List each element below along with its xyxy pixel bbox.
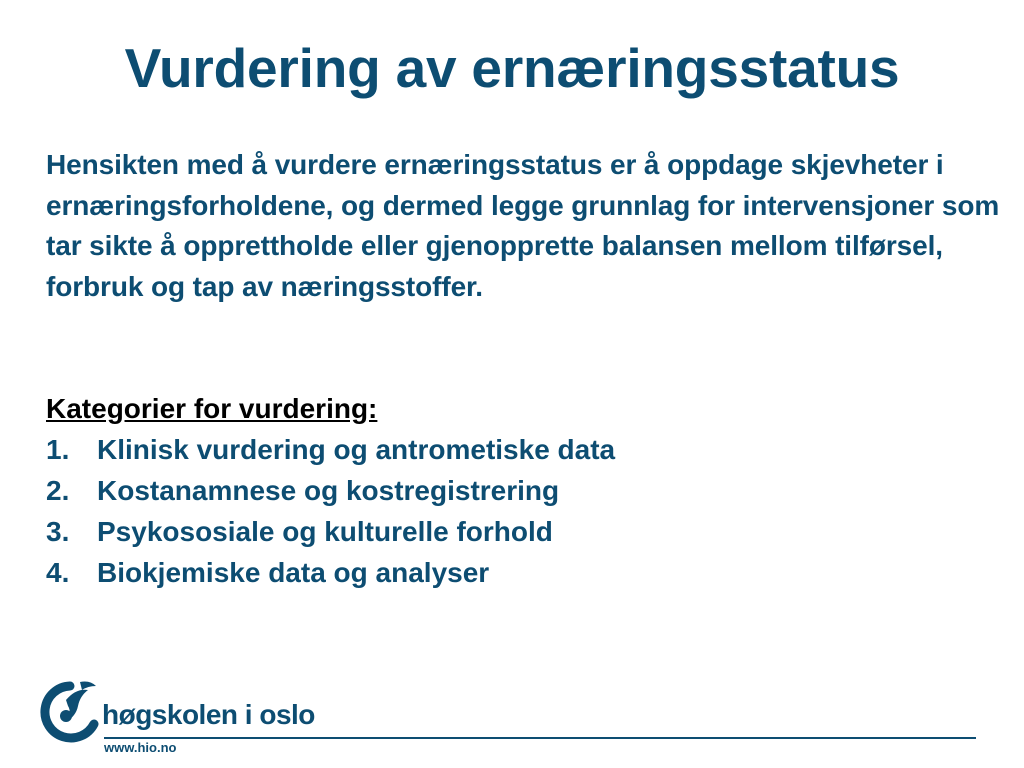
hio-logo-icon <box>36 678 100 748</box>
categories-heading: Kategorier for vurdering: <box>46 393 378 424</box>
slide-body-text: Hensikten med å vurdere ernæringsstatus er å oppdage skjevheter i ernæringsforholdene, og dermed legge grunnlag for intervensjoner som tar sikte å opprettholde eller gjenopprette balansen mellom tilførsel, forbruk og tap av næringsstoffer. <box>46 149 1000 302</box>
footer-divider <box>104 737 976 739</box>
category-number: 3. <box>46 516 70 547</box>
category-number: 4. <box>46 557 70 588</box>
footer-url: www.hio.no <box>104 740 177 755</box>
category-label: Biokjemiske data og analyser <box>97 557 490 588</box>
category-item-2 <box>46 470 615 511</box>
category-item-1 <box>46 429 615 470</box>
slide-title: Vurdering av ernæringsstatus <box>124 37 900 99</box>
hio-logo <box>36 678 336 758</box>
category-item-3 <box>46 511 615 552</box>
category-label: Klinisk vurdering og antrometiske data <box>97 434 616 465</box>
categories-list <box>46 429 615 593</box>
category-label: Psykososiale og kulturelle forhold <box>97 516 553 547</box>
logo-name-text: høgskolen i oslo <box>102 699 315 730</box>
category-item-4 <box>46 552 615 593</box>
category-label: Kostanamnese og kostregistrering <box>97 475 560 506</box>
category-number: 2. <box>46 475 70 506</box>
category-number: 1. <box>46 434 70 465</box>
